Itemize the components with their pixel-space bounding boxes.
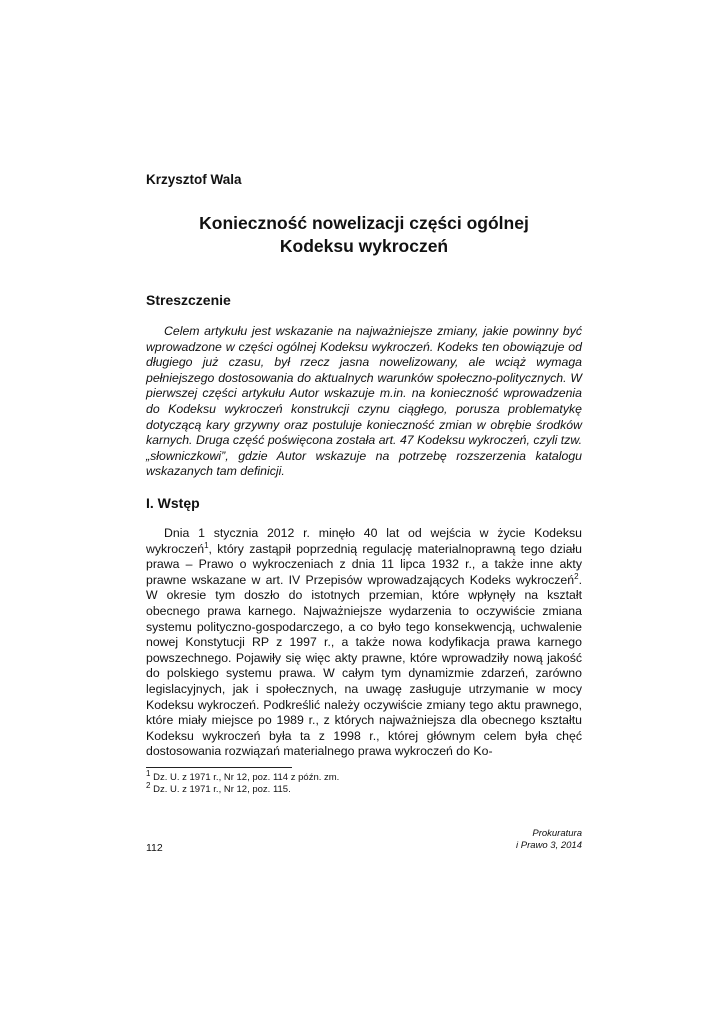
intro-paragraph xyxy=(146,526,582,760)
paragraph-text: , który zastąpił poprzednią regulację materialnoprawną tego działu prawa – Prawo o wykroczeniach z dnia 11 lipca 1932 r., a także inne akty prawne wskazane w art. IV Przepisów wprowadzających Kodeks wykroczeń xyxy=(146,541,582,587)
intro-heading: I. Wstęp xyxy=(146,495,200,511)
title-line: Konieczność nowelizacji części ogólnej xyxy=(199,213,529,233)
footnotes xyxy=(146,768,340,796)
footnote-text: Dz. U. z 1971 r., Nr 12, poz. 114 z późn. zm. xyxy=(150,772,340,783)
footnote-text: Dz. U. z 1971 r., Nr 12, poz. 115. xyxy=(150,784,291,795)
page-number: 112 xyxy=(146,842,163,854)
article-title xyxy=(146,212,582,258)
footnote-mark: 2 xyxy=(146,780,151,790)
journal-line: Prokuratura xyxy=(532,828,582,839)
footnote-reference[interactable]: 1 xyxy=(204,540,209,550)
footnote-reference[interactable]: 2 xyxy=(574,571,579,581)
journal-name xyxy=(516,828,582,852)
abstract-text: Celem artykułu jest wskazanie na najważniejsze zmiany, jakie powinny być wprowadzone w części ogólnej Kodeksu wykroczeń. Kodeks ten obowiązuje od długiego już czasu, był rzecz jasna nowelizowany, ale wciąż wymaga pełniejszego dostosowania do aktualnych warunków społeczno-politycznych. W pierwszej części artykułu Autor wskazuje m.in. na konieczność wprowadzenia do Kodeksu wykroczeń konstrukcji czynu ciągłego, porusza problematykę dotyczącą kary grzywny oraz postuluje konieczność zmian w obrębie środków karnych. Druga część poświęcona została art. 47 Kodeksu wykroczeń, czyli tzw. „słowniczkowi”, gdzie Autor wskazuje na potrzebę rozszerzenia katalogu wskazanych tam definicji. xyxy=(146,324,582,479)
journal-line: i Prawo 3, 2014 xyxy=(515,840,582,851)
paragraph-text: . W okresie tym doszło do istotnych przemian, które wpłynęły na kształt obecnego prawa karnego. Najważniejsze wydarzenia to oczywiście zmiana systemu polityczno-gospodarczego, a co było tego konsekwencją, uchwalenie nowej Konstytucji RP z 1997 r., a także nowa kodyfikacja prawa karnego powszechnego. Pojawiły się więc akty prawne, które wprowadziły nową jakość do polskiego systemu prawa. W całym tym dynamizmie zdarzeń, zarówno legislacyjnych, jak i społecznych, na uwagę zasługuje utrzymanie w mocy Kodeksu wykroczeń. Podkreślić należy oczywiście zmiany tego aktu prawnego, które miały miejsce po 1989 r., z których najważniejsza dla obecnego kształtu Kodeksu wykroczeń była ta z 1998 r., której głównym celem była chęć dostosowania rozwiązań materialnego prawa wykroczeń do Ko- xyxy=(146,572,582,759)
footnote-separator xyxy=(146,767,292,768)
footnote xyxy=(146,768,340,784)
abstract-heading: Streszczenie xyxy=(146,292,231,308)
title-line: Kodeksu wykroczeń xyxy=(279,236,449,256)
document-page xyxy=(146,0,582,1024)
author-name: Krzysztof Wala xyxy=(146,172,242,187)
paragraph-text: Dnia 1 stycznia 2012 r. minęło 40 lat od wejścia w życie Kodeksu wykroczeń xyxy=(146,526,582,556)
footnote-mark: 1 xyxy=(146,768,151,778)
footnote xyxy=(146,780,339,796)
